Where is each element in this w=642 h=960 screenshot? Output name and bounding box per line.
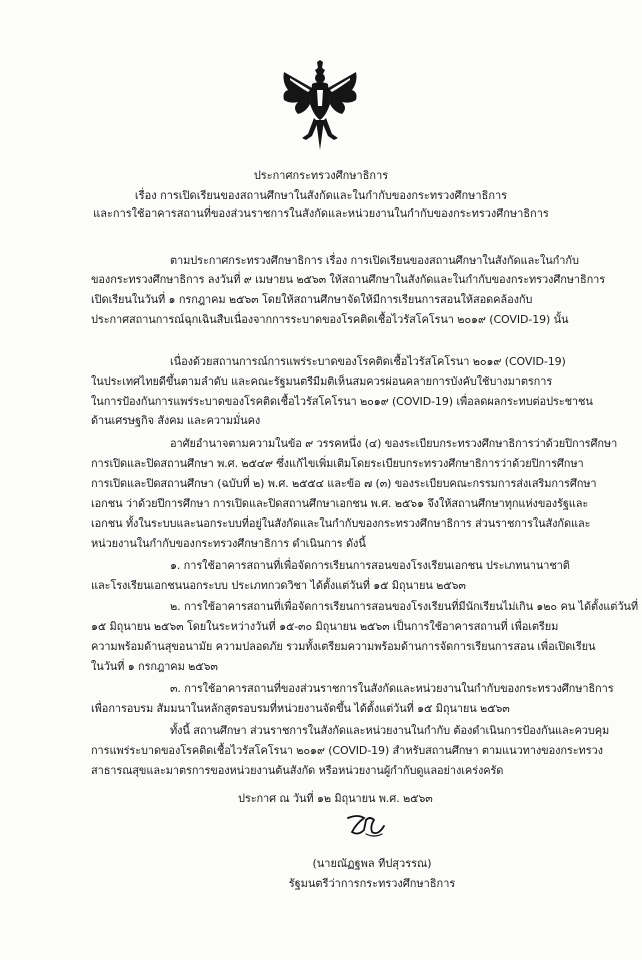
body-line: ๓. การใช้อาคารสถานที่ของส่วนราชการในสังกัดและหน่วยงานในกำกับของกระทรวงศึกษาธิการ — [170, 682, 614, 695]
body-line: เนื่องด้วยสถานการณ์การแพร่ระบาดของโรคติดเชื้อไวรัสโคโรนา ๒๐๑๙ (COVID-19) — [170, 355, 566, 368]
body-line: ของกระทรวงศึกษาธิการ ลงวันที่ ๙ เมษายน ๒๕๖๓ ให้สถานศึกษาในสังกัดและในกำกับของกระทรวงศึกษาธิการ — [91, 273, 606, 286]
body-line: เพื่อการอบรม สัมมนาในหลักสูตรอบรมที่หน่วยงานจัดขึ้น ได้ตั้งแต่วันที่ ๑๕ มิถุนายน ๒๕๖๓ — [91, 702, 510, 715]
signatory-position: รัฐมนตรีว่าการกระทรวงศึกษาธิการ — [288, 877, 456, 890]
body-line: และโรงเรียนเอกชนนอกระบบ ประเภทกวดวิชา ได้ตั้งแต่วันที่ ๑๕ มิถุนายน ๒๕๖๓ — [91, 579, 466, 592]
signatory-name: (นายณัฏฐพล ทีปสุวรรณ) — [312, 857, 432, 870]
announcement-title: ประกาศกระทรวงศึกษาธิการ — [253, 169, 389, 182]
body-line: ๑๕ มิถุนายน ๒๕๖๓ โดยในระหว่างวันที่ ๑๕-๓๐ มิถุนายน ๒๕๖๓ เป็นการใช้อาคารสถานที่ เพื่อเตรียม — [91, 620, 559, 633]
body-line: ประกาศสถานการณ์ฉุกเฉินสืบเนื่องจากการระบาดของโรคติดเชื้อไวรัสโคโรนา ๒๐๑๙ (COVID-19) นั้น — [91, 313, 569, 326]
body-line: อาศัยอำนาจตามความในข้อ ๙ วรรคหนึ่ง (๔) ของระเบียบกระทรวงศึกษาธิการว่าด้วยปิการศึกษา — [170, 437, 618, 450]
body-line: การเปิดและปิดสถานศึกษา (ฉบับที่ ๒) พ.ศ. ๒๕๕๔ และข้อ ๗ (๓) ของระเบียบคณะกรรมการส่งเสริมการศึกษา — [91, 477, 597, 490]
body-line: สาธารณสุขและมาตรการของหน่วยงานต้นสังกัด หรือหน่วยงานผู้กำกับดูแลอย่างเคร่งครัด — [91, 764, 504, 777]
body-line: ตามประกาศกระทรวงศึกษาธิการ เรื่อง การเปิดเรียนของสถานศึกษาในสังกัดและในกำกับ — [170, 254, 579, 267]
announcement-date: ประกาศ ณ วันที่ ๑๒ มิถุนายน พ.ศ. ๒๕๖๓ — [238, 792, 433, 805]
announcement-subject-cont: และการใช้อาคารสถานที่ของส่วนราชการในสังกัดและหน่วยงานในกำกับของกระทรวงศึกษาธิการ — [93, 207, 549, 220]
body-line: ๑. การใช้อาคารสถานที่เพื่อจัดการเรียนการสอนของโรงเรียนเอกชน ประเภทนานาชาติ — [170, 559, 570, 572]
body-line: ในประเทศไทยดีขึ้นตามลำดับ และคณะรัฐมนตรีมีมติเห็นสมควรผ่อนคลายการบังคับใช้บางมาตรการ — [91, 375, 553, 388]
body-line: เอกชน ทั้งในระบบและนอกระบบที่อยู่ในสังกัดและในกำกับของกระทรวงศึกษาธิการ ส่วนราชการในสังกัดและ — [91, 517, 591, 530]
body-line: การแพร่ระบาดของโรคติดเชื้อไวรัสโคโรนา ๒๐๑๙ (COVID-19) สำหรับสถานศึกษา ตามแนวทางของกระทรวง — [91, 744, 603, 757]
announcement-subject: เรื่อง การเปิดเรียนของสถานศึกษาในสังกัดและในกำกับของกระทรวงศึกษาธิการ — [134, 189, 508, 202]
body-line: เอกชน ว่าด้วยปีการศึกษา การเปิดและปิดสถานศึกษาเอกชน พ.ศ. ๒๕๖๑ จึงให้สถานศึกษาทุกแห่งของรัฐและ — [91, 497, 589, 510]
body-line: ด้านเศรษฐกิจ สังคม และความมั่นคง — [91, 414, 261, 427]
body-line: เปิดเรียนในวันที่ ๑ กรกฎาคม ๒๕๖๓ โดยให้สถานศึกษาจัดให้มีการเรียนการสอนให้สอดคล้องกับ — [91, 293, 533, 306]
body-line: ความพร้อมด้านสุขอนามัย ความปลอดภัย รวมทั้งเตรียมความพร้อมด้านการจัดการเรียนการสอน เพื่อเปิดเรียน — [91, 640, 596, 653]
body-line: ทั้งนี้ สถานศึกษา ส่วนราชการในสังกัดและหน่วยงานในกำกับ ต้องดำเนินการป้องกันและควบคุม — [170, 724, 610, 737]
body-line: การเปิดและปิดสถานศึกษา พ.ศ. ๒๕๔๙ ซึ่งแก้ไขเพิ่มเติมโดยระเบียบกระทรวงศึกษาธิการว่าด้วยปิการศึกษา — [91, 457, 584, 470]
body-line: ในวันที่ ๑ กรกฎาคม ๒๕๖๓ — [91, 660, 218, 673]
body-line: หน่วยงานในกำกับของกระทรวงศึกษาธิการ ดำเนินการ ดังนี้ — [91, 537, 366, 550]
handwritten-signature-icon — [344, 812, 388, 842]
body-line: ๒. การใช้อาคารสถานที่เพื่อจัดการเรียนการสอนของโรงเรียนที่มีนักเรียนไม่เกิน ๑๒๐ คน ได้ตั้งแต่วันที่ — [170, 600, 638, 613]
garuda-emblem-icon — [278, 60, 362, 152]
body-line: ในการป้องกันการแพร่ระบาดของโรคติดเชื้อไวรัสโคโรนา ๒๐๑๙ (COVID-19) เพื่อลดผลกระทบต่อประชาชน — [91, 395, 593, 408]
